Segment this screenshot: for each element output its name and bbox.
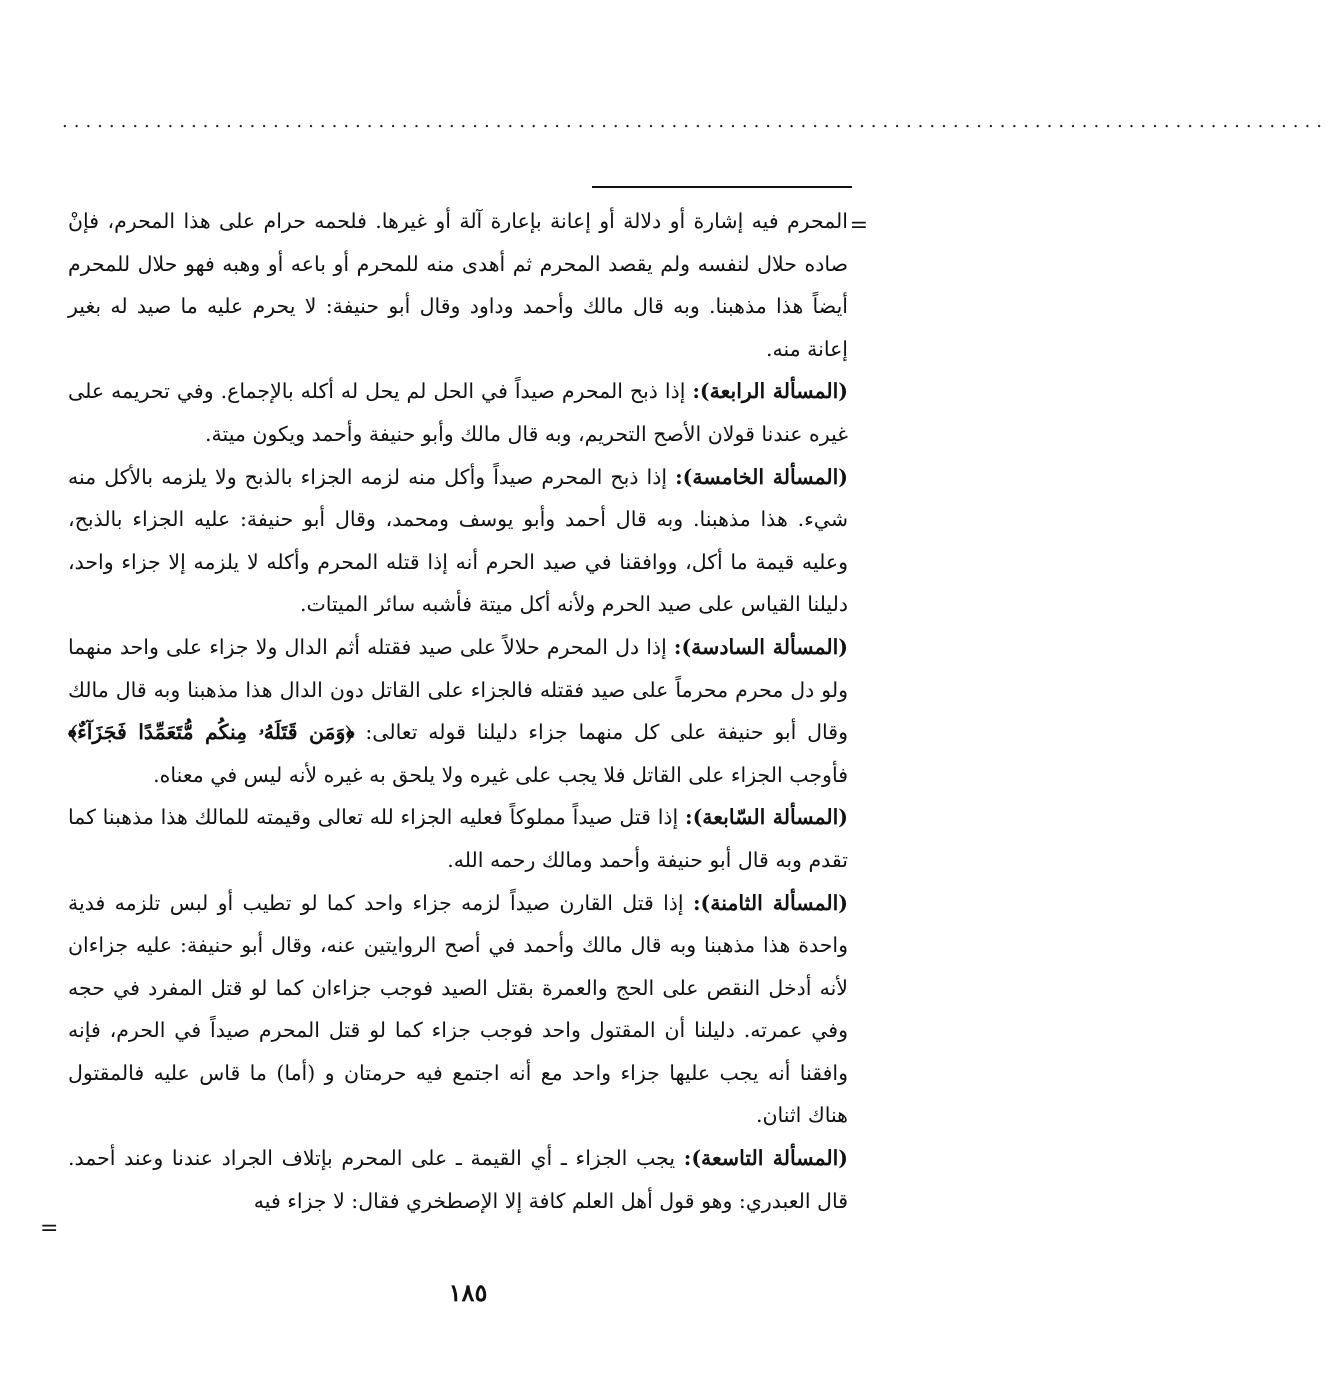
issue-7-text: إذا قتل صيداً مملوكاً فعليه الجزاء لله تعالى وقيمته للمالك هذا مذهبنا كما تقدم وبه قال أبو حنيفة وأحمد ومالك رحمه الله. [68, 805, 848, 872]
quran-verse: ﴿وَمَن قَتَلَهُۥ مِنكُم مُّتَعَمِّدًا فَجَزَآءٌ﴾ [68, 720, 355, 745]
intro-text: المحرم فيه إشارة أو دلالة أو إعانة بإعارة آلة أو غيرها. فلحمه حرام على هذا المحرم، فإنْ صاده حلال لنفسه ولم يقصد المحرم ثم أهدى منه للمحرم أو باعه أو وهبه فهو حلال للمحرم أيضاً هذا مذهبنا. وبه قال مالك وأحمد وداود وقال أبو حنيفة: لا يحرم عليه ما صيد له بغير إعانة منه. [68, 209, 848, 361]
continuation-mark-end: = [40, 1216, 59, 1241]
issue-9-text: يجب الجزاء ـ أي القيمة ـ على المحرم بإتلاف الجراد عندنا وعند أحمد. قال العبدري: وهو قول أهل العلم كافة إلا الإصطخري فقال: لا جزاء فيه [68, 1146, 848, 1213]
continuation-mark-start: = [849, 213, 868, 238]
footnote-rule [592, 186, 852, 188]
issue-7-heading: (المسألة السّابعة): [685, 805, 848, 830]
dotted-separator: ............................................................................................................ [62, 111, 1328, 132]
issue-6-heading: (المسألة السادسة): [673, 634, 848, 659]
page-number: ١٨٥ [448, 1278, 488, 1307]
page-body [68, 200, 848, 1222]
issue-4-text: إذا ذبح المحرم صيداً في الحل لم يحل له أكله بالإجماع. وفي تحريمه على غيره عندنا قولان الأصح التحريم، وبه قال مالك وأبو حنيفة وأحمد ويكون ميتة. [68, 379, 848, 446]
issue-7-paragraph [68, 796, 848, 881]
intro-paragraph [68, 200, 848, 370]
issue-4-heading: (المسألة الرابعة): [692, 379, 849, 404]
issue-5-heading: (المسألة الخامسة): [675, 464, 848, 489]
issue-8-paragraph [68, 882, 848, 1138]
issue-4-paragraph [68, 370, 848, 455]
issue-8-heading: (المسألة الثامنة): [692, 890, 849, 915]
issue-8-text: إذا قتل القارن صيداً لزمه جزاء واحد كما لو تطيب أو لبس تلزمه فدية واحدة هذا مذهبنا وبه قال مالك وأحمد في أصح الروايتين عنه، وقال أبو حنيفة: عليه جزاءان لأنه أدخل النقص على الحج والعمرة بقتل الصيد فوجب جزاءان كما لو قتل المفرد في حجه وفي عمرته. دليلنا أن المقتول واحد فوجب جزاء كما لو قتل المحرم صيداً في الحرم، فإنه وافقنا أنه يجب عليها جزاء واحد مع أنه اجتمع فيه حرمتان و (أما) ما قاس عليه فالمقتول هناك اثنان. [68, 890, 848, 1128]
issue-9-heading: (المسألة التاسعة): [683, 1146, 848, 1171]
issue-5-paragraph [68, 456, 848, 626]
issue-6-text-a: إذا دل المحرم حلالاً على صيد فقتله أثم الدال ولا جزاء على واحد منهما ولو دل محرم محرماً على صيد فقتله فالجزاء على القاتل دون الدال هذا مذهبنا وبه قال مالك وقال أبو حنيفة على كل منهما جزاء دليلنا قوله تعالى: [68, 634, 848, 745]
issue-6-paragraph [68, 626, 848, 796]
issue-5-text: إذا ذبح المحرم صيداً وأكل منه لزمه الجزاء بالذبح ولا يلزمه بالأكل منه شيء. هذا مذهبنا. وبه قال أحمد وأبو يوسف ومحمد، وقال أبو حنيفة: عليه الجزاء بالذبح، وعليه قيمة ما أكل، ووافقنا في صيد الحرم أنه إذا قتله المحرم وأكله لا يلزمه إلا جزاء واحد، دليلنا القياس على صيد الحرم ولأنه أكل ميتة فأشبه سائر الميتات. [68, 464, 848, 617]
issue-9-paragraph [68, 1137, 848, 1222]
issue-6-text-b: فأوجب الجزاء على القاتل فلا يجب على غيره ولا يلحق به غيره لأنه ليس في معناه. [153, 762, 848, 787]
